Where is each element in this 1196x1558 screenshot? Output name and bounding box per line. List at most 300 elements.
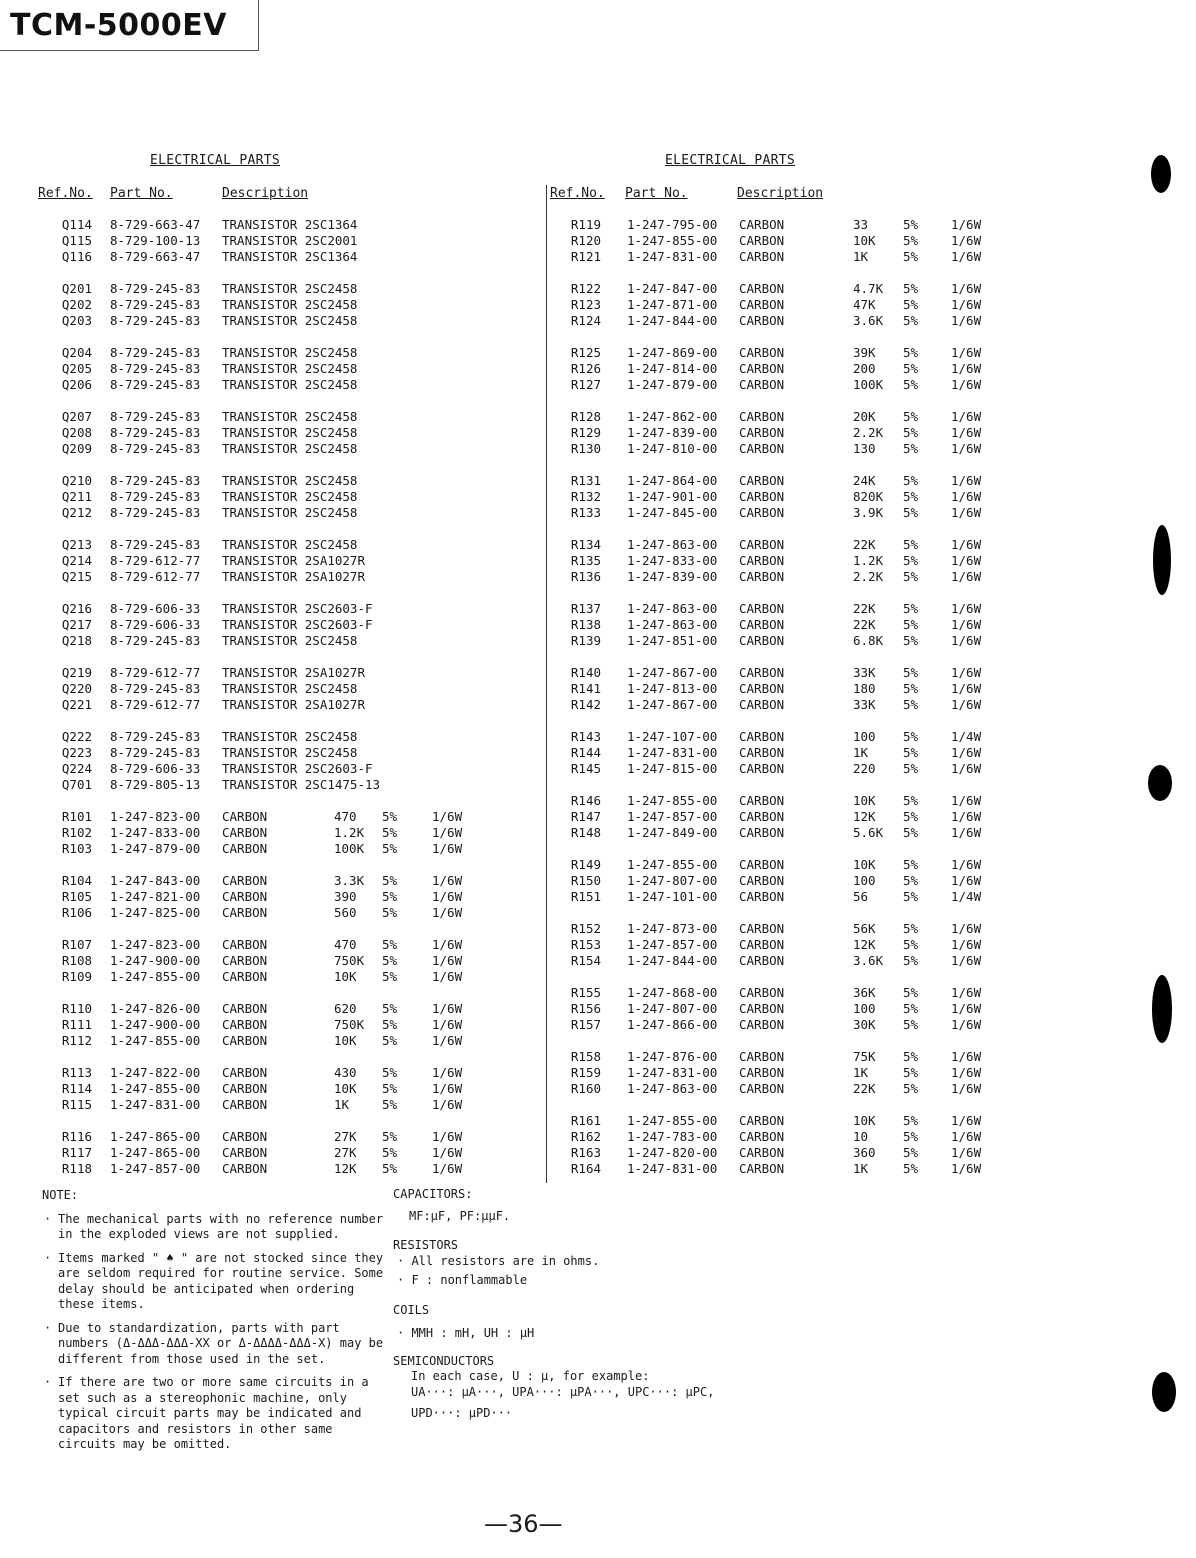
part-tol: 5% bbox=[903, 873, 919, 888]
part-row bbox=[565, 745, 985, 761]
part-val: 30K bbox=[853, 1017, 876, 1032]
part-part: 1-247-862-00 bbox=[627, 409, 718, 424]
part-val: 620 bbox=[334, 1001, 357, 1016]
part-ref: R162 bbox=[570, 1129, 601, 1144]
part-ref: R125 bbox=[570, 345, 601, 360]
part-row bbox=[54, 681, 474, 697]
part-watt: 1/6W bbox=[951, 505, 982, 520]
part-desc: TRANSISTOR 2SA1027R bbox=[222, 697, 365, 712]
part-part: 1-247-101-00 bbox=[627, 889, 718, 904]
part-part: 8-729-245-83 bbox=[110, 361, 201, 376]
part-row bbox=[565, 441, 985, 457]
part-part: 8-729-245-83 bbox=[110, 681, 201, 696]
part-row bbox=[565, 313, 985, 329]
part-desc: TRANSISTOR 2SC2458 bbox=[222, 345, 358, 360]
part-watt: 1/4W bbox=[951, 729, 982, 744]
part-watt: 1/6W bbox=[432, 969, 463, 984]
part-tol: 5% bbox=[382, 969, 398, 984]
part-tol: 5% bbox=[903, 297, 919, 312]
part-row bbox=[565, 377, 985, 393]
part-part: 8-729-245-83 bbox=[110, 537, 201, 552]
part-part: 1-247-845-00 bbox=[627, 505, 718, 520]
part-watt: 1/6W bbox=[951, 745, 982, 760]
group-spacer bbox=[54, 985, 474, 1001]
part-desc: CARBON bbox=[739, 409, 785, 424]
part-row bbox=[54, 953, 474, 969]
part-desc: CARBON bbox=[739, 1145, 785, 1160]
part-row bbox=[565, 953, 985, 969]
part-ref: R142 bbox=[570, 697, 601, 712]
part-tol: 5% bbox=[382, 953, 398, 968]
part-val: 22K bbox=[853, 601, 876, 616]
part-val: 6.8K bbox=[853, 633, 884, 648]
part-row bbox=[565, 281, 985, 297]
part-row bbox=[565, 425, 985, 441]
part-part: 1-247-831-00 bbox=[627, 1065, 718, 1080]
part-watt: 1/6W bbox=[951, 345, 982, 360]
part-val: 22K bbox=[853, 1081, 876, 1096]
part-desc: CARBON bbox=[739, 1065, 785, 1080]
part-ref: R108 bbox=[61, 953, 92, 968]
part-part: 1-247-807-00 bbox=[627, 873, 718, 888]
part-watt: 1/6W bbox=[951, 873, 982, 888]
part-part: 8-729-663-47 bbox=[110, 249, 201, 264]
part-part: 1-247-855-00 bbox=[110, 1081, 201, 1096]
part-tol: 5% bbox=[903, 1081, 919, 1096]
part-watt: 1/6W bbox=[951, 1113, 982, 1128]
left-section-title: ELECTRICAL PARTS bbox=[150, 153, 281, 168]
part-tol: 5% bbox=[903, 377, 919, 392]
part-val: 1K bbox=[334, 1097, 350, 1112]
part-watt: 1/6W bbox=[951, 1081, 982, 1096]
part-watt: 1/6W bbox=[951, 1049, 982, 1064]
part-val: 2.2K bbox=[853, 569, 884, 584]
part-desc: CARBON bbox=[739, 489, 785, 504]
part-desc: CARBON bbox=[739, 1113, 785, 1128]
part-part: 1-247-900-00 bbox=[110, 953, 201, 968]
part-desc: CARBON bbox=[222, 1017, 268, 1032]
part-val: 100K bbox=[334, 841, 365, 856]
capacitors-title: CAPACITORS: bbox=[393, 1187, 473, 1201]
part-ref: Q211 bbox=[61, 489, 92, 504]
part-row bbox=[565, 825, 985, 841]
part-ref: Q223 bbox=[61, 745, 92, 760]
part-watt: 1/6W bbox=[951, 601, 982, 616]
part-desc: CARBON bbox=[739, 873, 785, 888]
part-part: 1-247-783-00 bbox=[627, 1129, 718, 1144]
part-watt: 1/6W bbox=[432, 809, 463, 824]
part-row bbox=[565, 681, 985, 697]
part-ref: R135 bbox=[570, 553, 601, 568]
part-row bbox=[565, 665, 985, 681]
part-ref: Q205 bbox=[61, 361, 92, 376]
part-ref: R153 bbox=[570, 937, 601, 952]
part-desc: CARBON bbox=[222, 1001, 268, 1016]
part-tol: 5% bbox=[903, 361, 919, 376]
part-ref: R115 bbox=[61, 1097, 92, 1112]
part-ref: R154 bbox=[570, 953, 601, 968]
part-desc: TRANSISTOR 2SC2603-F bbox=[222, 601, 373, 616]
binder-hole bbox=[1151, 155, 1171, 193]
note-item bbox=[42, 1212, 387, 1243]
part-ref: R143 bbox=[570, 729, 601, 744]
part-watt: 1/6W bbox=[951, 297, 982, 312]
part-watt: 1/6W bbox=[951, 1017, 982, 1032]
part-val: 27K bbox=[334, 1145, 357, 1160]
part-tol: 5% bbox=[382, 1081, 398, 1096]
part-val: 3.6K bbox=[853, 953, 884, 968]
group-spacer bbox=[54, 649, 474, 665]
part-tol: 5% bbox=[382, 1161, 398, 1176]
part-watt: 1/6W bbox=[432, 1129, 463, 1144]
part-part: 1-247-866-00 bbox=[627, 1017, 718, 1032]
part-ref: Q217 bbox=[61, 617, 92, 632]
part-watt: 1/6W bbox=[951, 473, 982, 488]
part-ref: R151 bbox=[570, 889, 601, 904]
part-row bbox=[565, 473, 985, 489]
group-spacer bbox=[565, 329, 985, 345]
part-tol: 5% bbox=[903, 441, 919, 456]
group-spacer bbox=[565, 777, 985, 793]
part-desc: CARBON bbox=[739, 249, 785, 264]
part-part: 1-247-855-00 bbox=[627, 1113, 718, 1128]
semiconductors-title: SEMICONDUCTORS bbox=[393, 1353, 495, 1368]
part-val: 12K bbox=[334, 1161, 357, 1176]
part-row bbox=[54, 505, 474, 521]
part-row bbox=[565, 793, 985, 809]
part-part: 8-729-606-33 bbox=[110, 617, 201, 632]
part-ref: R157 bbox=[570, 1017, 601, 1032]
part-part: 1-247-868-00 bbox=[627, 985, 718, 1000]
part-part: 1-247-810-00 bbox=[627, 441, 718, 456]
part-desc: CARBON bbox=[222, 1161, 268, 1176]
group-spacer bbox=[565, 521, 985, 537]
part-desc: CARBON bbox=[739, 1001, 785, 1016]
part-tol: 5% bbox=[382, 1001, 398, 1016]
part-row bbox=[54, 537, 474, 553]
part-val: 22K bbox=[853, 617, 876, 632]
part-row bbox=[565, 873, 985, 889]
part-row bbox=[565, 233, 985, 249]
part-ref: R160 bbox=[570, 1081, 601, 1096]
part-desc: TRANSISTOR 2SA1027R bbox=[222, 553, 365, 568]
part-desc: CARBON bbox=[222, 825, 268, 840]
part-val: 820K bbox=[853, 489, 884, 504]
part-part: 8-729-245-83 bbox=[110, 505, 201, 520]
part-ref: R102 bbox=[61, 825, 92, 840]
part-row bbox=[54, 1001, 474, 1017]
part-tol: 5% bbox=[903, 953, 919, 968]
group-spacer bbox=[54, 521, 474, 537]
part-tol: 5% bbox=[903, 569, 919, 584]
part-desc: CARBON bbox=[739, 825, 785, 840]
part-part: 1-247-814-00 bbox=[627, 361, 718, 376]
part-val: 47K bbox=[853, 297, 876, 312]
part-row bbox=[565, 633, 985, 649]
part-part: 1-247-815-00 bbox=[627, 761, 718, 776]
part-row bbox=[54, 665, 474, 681]
part-desc: CARBON bbox=[222, 809, 268, 824]
part-row bbox=[565, 489, 985, 505]
part-part: 1-247-865-00 bbox=[110, 1145, 201, 1160]
part-part: 1-247-867-00 bbox=[627, 665, 718, 680]
part-desc: CARBON bbox=[739, 313, 785, 328]
part-row bbox=[54, 601, 474, 617]
part-watt: 1/6W bbox=[951, 409, 982, 424]
part-part: 1-247-820-00 bbox=[627, 1145, 718, 1160]
part-val: 360 bbox=[853, 1145, 876, 1160]
part-ref: R117 bbox=[61, 1145, 92, 1160]
part-val: 56K bbox=[853, 921, 876, 936]
part-part: 1-247-813-00 bbox=[627, 681, 718, 696]
part-watt: 1/6W bbox=[432, 1065, 463, 1080]
part-watt: 1/6W bbox=[951, 313, 982, 328]
group-spacer bbox=[565, 393, 985, 409]
part-row bbox=[54, 1097, 474, 1113]
part-tol: 5% bbox=[382, 1033, 398, 1048]
part-watt: 1/6W bbox=[951, 537, 982, 552]
capacitors-text: MF:µF, PF:µµF. bbox=[409, 1208, 511, 1223]
part-tol: 5% bbox=[903, 249, 919, 264]
part-desc: TRANSISTOR 2SC2458 bbox=[222, 633, 358, 648]
group-spacer bbox=[565, 1097, 985, 1113]
part-watt: 1/6W bbox=[432, 1081, 463, 1096]
part-tol: 5% bbox=[903, 793, 919, 808]
part-ref: R126 bbox=[570, 361, 601, 376]
part-part: 1-247-863-00 bbox=[627, 601, 718, 616]
part-ref: Q218 bbox=[61, 633, 92, 648]
part-val: 3.6K bbox=[853, 313, 884, 328]
part-row bbox=[565, 553, 985, 569]
part-val: 220 bbox=[853, 761, 876, 776]
part-tol: 5% bbox=[903, 1049, 919, 1064]
part-watt: 1/6W bbox=[432, 825, 463, 840]
part-val: 1.2K bbox=[853, 553, 884, 568]
part-watt: 1/6W bbox=[951, 425, 982, 440]
part-part: 8-729-612-77 bbox=[110, 569, 201, 584]
part-desc: TRANSISTOR 2SC2458 bbox=[222, 489, 358, 504]
part-tol: 5% bbox=[903, 425, 919, 440]
part-ref: R146 bbox=[570, 793, 601, 808]
part-tol: 5% bbox=[903, 313, 919, 328]
part-tol: 5% bbox=[903, 409, 919, 424]
part-row bbox=[54, 313, 474, 329]
part-val: 100 bbox=[853, 729, 876, 744]
semiconductors-line: UPD···: µPD··· bbox=[411, 1406, 513, 1420]
part-ref: Q206 bbox=[61, 377, 92, 392]
part-desc: CARBON bbox=[739, 1017, 785, 1032]
part-tol: 5% bbox=[382, 825, 398, 840]
part-ref: Q213 bbox=[61, 537, 92, 552]
part-watt: 1/6W bbox=[951, 985, 982, 1000]
part-watt: 1/6W bbox=[951, 1145, 982, 1160]
part-row bbox=[54, 1081, 474, 1097]
part-tol: 5% bbox=[382, 1065, 398, 1080]
part-watt: 1/6W bbox=[432, 1033, 463, 1048]
note-text: If there are two or more same circuits in a set such as a stereophonic machine, only typical circuit parts may be indicated and capacitors and resistors in other same circuits may be omitted. bbox=[58, 1375, 369, 1451]
part-ref: Q220 bbox=[61, 681, 92, 696]
part-val: 2.2K bbox=[853, 425, 884, 440]
note-text: The mechanical parts with no reference number in the exploded views are not supplied. bbox=[58, 1211, 384, 1241]
part-ref: R124 bbox=[570, 313, 601, 328]
part-desc: TRANSISTOR 2SC1475-13 bbox=[222, 777, 381, 792]
part-ref: R149 bbox=[570, 857, 601, 872]
part-desc: TRANSISTOR 2SC2458 bbox=[222, 473, 358, 488]
part-tol: 5% bbox=[903, 1161, 919, 1176]
part-part: 1-247-855-00 bbox=[110, 1033, 201, 1048]
part-tol: 5% bbox=[382, 1145, 398, 1160]
part-part: 1-247-879-00 bbox=[627, 377, 718, 392]
note-title: NOTE: bbox=[42, 1188, 79, 1202]
notes-block bbox=[42, 1188, 387, 1453]
part-ref: R121 bbox=[570, 249, 601, 264]
part-val: 10K bbox=[853, 857, 876, 872]
part-row bbox=[54, 281, 474, 297]
resistors-line: · F : nonflammable bbox=[397, 1273, 528, 1287]
part-ref: R158 bbox=[570, 1049, 601, 1064]
part-val: 130 bbox=[853, 441, 876, 456]
part-row bbox=[565, 921, 985, 937]
part-desc: CARBON bbox=[222, 905, 268, 920]
group-spacer bbox=[565, 969, 985, 985]
part-ref: Q224 bbox=[61, 761, 92, 776]
part-watt: 1/6W bbox=[432, 1097, 463, 1112]
part-watt: 1/6W bbox=[432, 905, 463, 920]
part-part: 8-729-245-83 bbox=[110, 489, 201, 504]
part-part: 1-247-795-00 bbox=[627, 217, 718, 232]
page-number: —36— bbox=[484, 1510, 563, 1538]
note-item bbox=[42, 1375, 387, 1453]
part-tol: 5% bbox=[903, 761, 919, 776]
part-desc: CARBON bbox=[739, 921, 785, 936]
part-part: 1-247-807-00 bbox=[627, 1001, 718, 1016]
part-row bbox=[565, 809, 985, 825]
part-row bbox=[565, 937, 985, 953]
part-desc: CARBON bbox=[739, 1081, 785, 1096]
part-desc: CARBON bbox=[739, 361, 785, 376]
part-ref: R109 bbox=[61, 969, 92, 984]
part-part: 1-247-839-00 bbox=[627, 425, 718, 440]
part-part: 1-247-867-00 bbox=[627, 697, 718, 712]
part-desc: CARBON bbox=[739, 857, 785, 872]
part-desc: TRANSISTOR 2SC1364 bbox=[222, 217, 358, 232]
part-part: 8-729-245-83 bbox=[110, 745, 201, 760]
part-ref: Q701 bbox=[61, 777, 92, 792]
part-ref: R144 bbox=[570, 745, 601, 760]
part-row bbox=[565, 505, 985, 521]
part-watt: 1/6W bbox=[951, 857, 982, 872]
part-watt: 1/6W bbox=[951, 281, 982, 296]
part-tol: 5% bbox=[903, 697, 919, 712]
part-ref: R141 bbox=[570, 681, 601, 696]
part-row bbox=[54, 345, 474, 361]
part-desc: CARBON bbox=[222, 969, 268, 984]
part-desc: CARBON bbox=[222, 1129, 268, 1144]
part-val: 100 bbox=[853, 1001, 876, 1016]
part-row bbox=[54, 969, 474, 985]
group-spacer bbox=[54, 329, 474, 345]
part-ref: Q202 bbox=[61, 297, 92, 312]
part-tol: 5% bbox=[903, 729, 919, 744]
part-val: 1K bbox=[853, 249, 869, 264]
left-header-desc: Description bbox=[222, 186, 309, 201]
part-part: 1-247-864-00 bbox=[627, 473, 718, 488]
part-row bbox=[54, 745, 474, 761]
part-desc: CARBON bbox=[739, 217, 785, 232]
part-val: 100K bbox=[853, 377, 884, 392]
part-desc: CARBON bbox=[739, 537, 785, 552]
part-part: 1-247-855-00 bbox=[627, 233, 718, 248]
part-ref: R148 bbox=[570, 825, 601, 840]
group-spacer bbox=[54, 393, 474, 409]
group-spacer bbox=[565, 585, 985, 601]
semiconductors-line: UA···: µA···, UPA···: µPA···, UPC···: µPC, bbox=[411, 1384, 715, 1399]
part-tol: 5% bbox=[903, 601, 919, 616]
part-part: 1-247-871-00 bbox=[627, 297, 718, 312]
part-row bbox=[54, 777, 474, 793]
part-part: 1-247-823-00 bbox=[110, 937, 201, 952]
part-desc: CARBON bbox=[739, 1129, 785, 1144]
group-spacer bbox=[54, 585, 474, 601]
group-spacer bbox=[54, 793, 474, 809]
part-val: 10K bbox=[853, 1113, 876, 1128]
part-val: 75K bbox=[853, 1049, 876, 1064]
part-tol: 5% bbox=[903, 633, 919, 648]
part-part: 1-247-857-00 bbox=[110, 1161, 201, 1176]
part-desc: TRANSISTOR 2SC2001 bbox=[222, 233, 358, 248]
part-part: 1-247-826-00 bbox=[110, 1001, 201, 1016]
part-watt: 1/6W bbox=[951, 1001, 982, 1016]
part-part: 1-247-843-00 bbox=[110, 873, 201, 888]
part-tol: 5% bbox=[903, 1065, 919, 1080]
part-desc: CARBON bbox=[739, 633, 785, 648]
coils-text: · MMH : mH, UH : µH bbox=[397, 1326, 535, 1340]
part-ref: R152 bbox=[570, 921, 601, 936]
part-desc: CARBON bbox=[739, 889, 785, 904]
part-row bbox=[565, 1017, 985, 1033]
resistors-line: · All resistors are in ohms. bbox=[397, 1253, 600, 1268]
part-part: 8-729-612-77 bbox=[110, 697, 201, 712]
part-row bbox=[54, 617, 474, 633]
part-val: 560 bbox=[334, 905, 357, 920]
part-row bbox=[565, 601, 985, 617]
part-watt: 1/6W bbox=[951, 793, 982, 808]
part-val: 3.3K bbox=[334, 873, 365, 888]
part-part: 1-247-879-00 bbox=[110, 841, 201, 856]
left-parts-list bbox=[54, 217, 474, 1177]
column-divider bbox=[546, 185, 547, 1183]
part-ref: R161 bbox=[570, 1113, 601, 1128]
part-ref: Q114 bbox=[61, 217, 92, 232]
part-row bbox=[54, 377, 474, 393]
part-part: 1-247-876-00 bbox=[627, 1049, 718, 1064]
part-val: 27K bbox=[334, 1129, 357, 1144]
part-desc: CARBON bbox=[222, 841, 268, 856]
part-row bbox=[565, 217, 985, 233]
part-tol: 5% bbox=[903, 489, 919, 504]
part-val: 470 bbox=[334, 809, 357, 824]
part-desc: TRANSISTOR 2SC2458 bbox=[222, 425, 358, 440]
part-part: 1-247-847-00 bbox=[627, 281, 718, 296]
part-watt: 1/6W bbox=[432, 841, 463, 856]
part-ref: R130 bbox=[570, 441, 601, 456]
part-row bbox=[54, 905, 474, 921]
part-part: 1-247-873-00 bbox=[627, 921, 718, 936]
part-row bbox=[565, 729, 985, 745]
part-tol: 5% bbox=[382, 1097, 398, 1112]
part-watt: 1/6W bbox=[951, 665, 982, 680]
part-tol: 5% bbox=[903, 505, 919, 520]
